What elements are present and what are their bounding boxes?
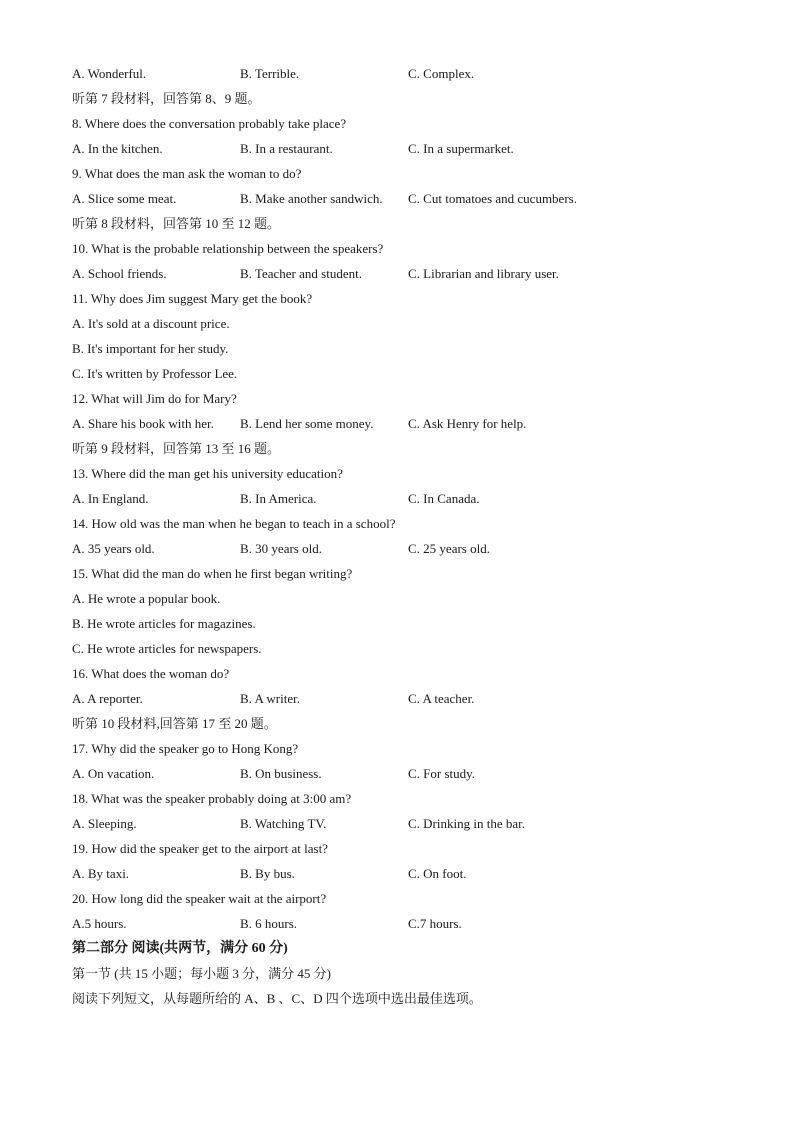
options-row <box>72 686 752 711</box>
text-line: A. It's sold at a discount price. <box>72 316 230 331</box>
text-line: B. It's important for her study. <box>72 341 229 356</box>
option-c: C. For study. <box>408 766 476 781</box>
option-a: A. School friends. <box>72 266 167 281</box>
options-row <box>72 61 752 86</box>
text-line: 10. What is the probable relationship between the speakers? <box>72 241 384 256</box>
text-line: A. He wrote a popular book. <box>72 591 221 606</box>
text-line: 19. How did the speaker get to the airport at last? <box>72 841 328 856</box>
option-b: B. In America. <box>240 491 317 506</box>
option-c: C. Drinking in the bar. <box>408 816 525 831</box>
option-b: B. Teacher and student. <box>240 266 362 281</box>
options-row <box>72 411 752 436</box>
text-line: 16. What does the woman do? <box>72 666 230 681</box>
text-line: 15. What did the man do when he first began writing? <box>72 566 353 581</box>
text-line: 9. What does the man ask the woman to do? <box>72 166 302 181</box>
option-c: C. Ask Henry for help. <box>408 416 527 431</box>
text-line: 听第 8 段材料，回答第 10 至 12 题。 <box>72 216 281 231</box>
option-a: A. Sleeping. <box>72 816 137 831</box>
options-row <box>72 861 752 886</box>
option-c: C. In Canada. <box>408 491 480 506</box>
option-c: C. Complex. <box>408 66 475 81</box>
options-row <box>72 536 752 561</box>
text-line: 13. Where did the man get his university education? <box>72 466 343 481</box>
options-row <box>72 261 752 286</box>
text-line: 17. Why did the speaker go to Hong Kong? <box>72 741 299 756</box>
options-row <box>72 911 752 936</box>
option-a: A. In England. <box>72 491 149 506</box>
exam-page <box>72 61 752 1011</box>
option-a: A. On vacation. <box>72 766 155 781</box>
options-row <box>72 811 752 836</box>
text-line: 听第 7 段材料，回答第 8、9 题。 <box>72 91 261 106</box>
text-line: 20. How long did the speaker wait at the airport? <box>72 891 327 906</box>
options-row <box>72 186 752 211</box>
text-line: 12. What will Jim do for Mary? <box>72 391 237 406</box>
options-row <box>72 761 752 786</box>
options-row <box>72 136 752 161</box>
option-b: B. On business. <box>240 766 322 781</box>
text-line: 11. Why does Jim suggest Mary get the book? <box>72 291 313 306</box>
text-line: 听第 9 段材料，回答第 13 至 16 题。 <box>72 441 281 456</box>
option-c: C. A teacher. <box>408 691 475 706</box>
text-line: 阅读下列短文，从每题所给的 A、B 、C、D 四个选项中选出最佳选项。 <box>72 991 482 1006</box>
option-b: B. Watching TV. <box>240 816 327 831</box>
text-line: B. He wrote articles for magazines. <box>72 616 256 631</box>
text-line: 14. How old was the man when he began to teach in a school? <box>72 516 396 531</box>
option-b: B. A writer. <box>240 691 300 706</box>
option-c: C. Cut tomatoes and cucumbers. <box>408 191 577 206</box>
option-a: A. Wonderful. <box>72 66 147 81</box>
option-a: A. A reporter. <box>72 691 143 706</box>
option-b: B. 30 years old. <box>240 541 322 556</box>
option-b: B. In a restaurant. <box>240 141 333 156</box>
option-c: C. 25 years old. <box>408 541 490 556</box>
option-a: A. Slice some meat. <box>72 191 177 206</box>
option-c: C. Librarian and library user. <box>408 266 559 281</box>
option-b: B. By bus. <box>240 866 295 881</box>
option-b: B. Terrible. <box>240 66 300 81</box>
option-b: B. 6 hours. <box>240 916 298 931</box>
option-a: A. In the kitchen. <box>72 141 163 156</box>
option-b: B. Lend her some money. <box>240 416 374 431</box>
option-c: C. In a supermarket. <box>408 141 514 156</box>
option-a: A.5 hours. <box>72 916 127 931</box>
option-b: B. Make another sandwich. <box>240 191 383 206</box>
option-a: A. Share his book with her. <box>72 416 214 431</box>
option-a: A. By taxi. <box>72 866 130 881</box>
text-line: 听第 10 段材料,回答第 17 至 20 题。 <box>72 716 277 731</box>
text-line: 18. What was the speaker probably doing at 3:00 am? <box>72 791 352 806</box>
section-heading: 第二部分 阅读(共两节，满分 60 分) <box>72 941 288 956</box>
options-row <box>72 486 752 511</box>
option-c: C. On foot. <box>408 866 467 881</box>
option-a: A. 35 years old. <box>72 541 155 556</box>
text-line: C. It's written by Professor Lee. <box>72 366 238 381</box>
text-line: 8. Where does the conversation probably take place? <box>72 116 347 131</box>
option-c: C.7 hours. <box>408 916 462 931</box>
text-line: C. He wrote articles for newspapers. <box>72 641 262 656</box>
text-line: 第一节 (共 15 小题；每小题 3 分，满分 45 分) <box>72 966 331 981</box>
